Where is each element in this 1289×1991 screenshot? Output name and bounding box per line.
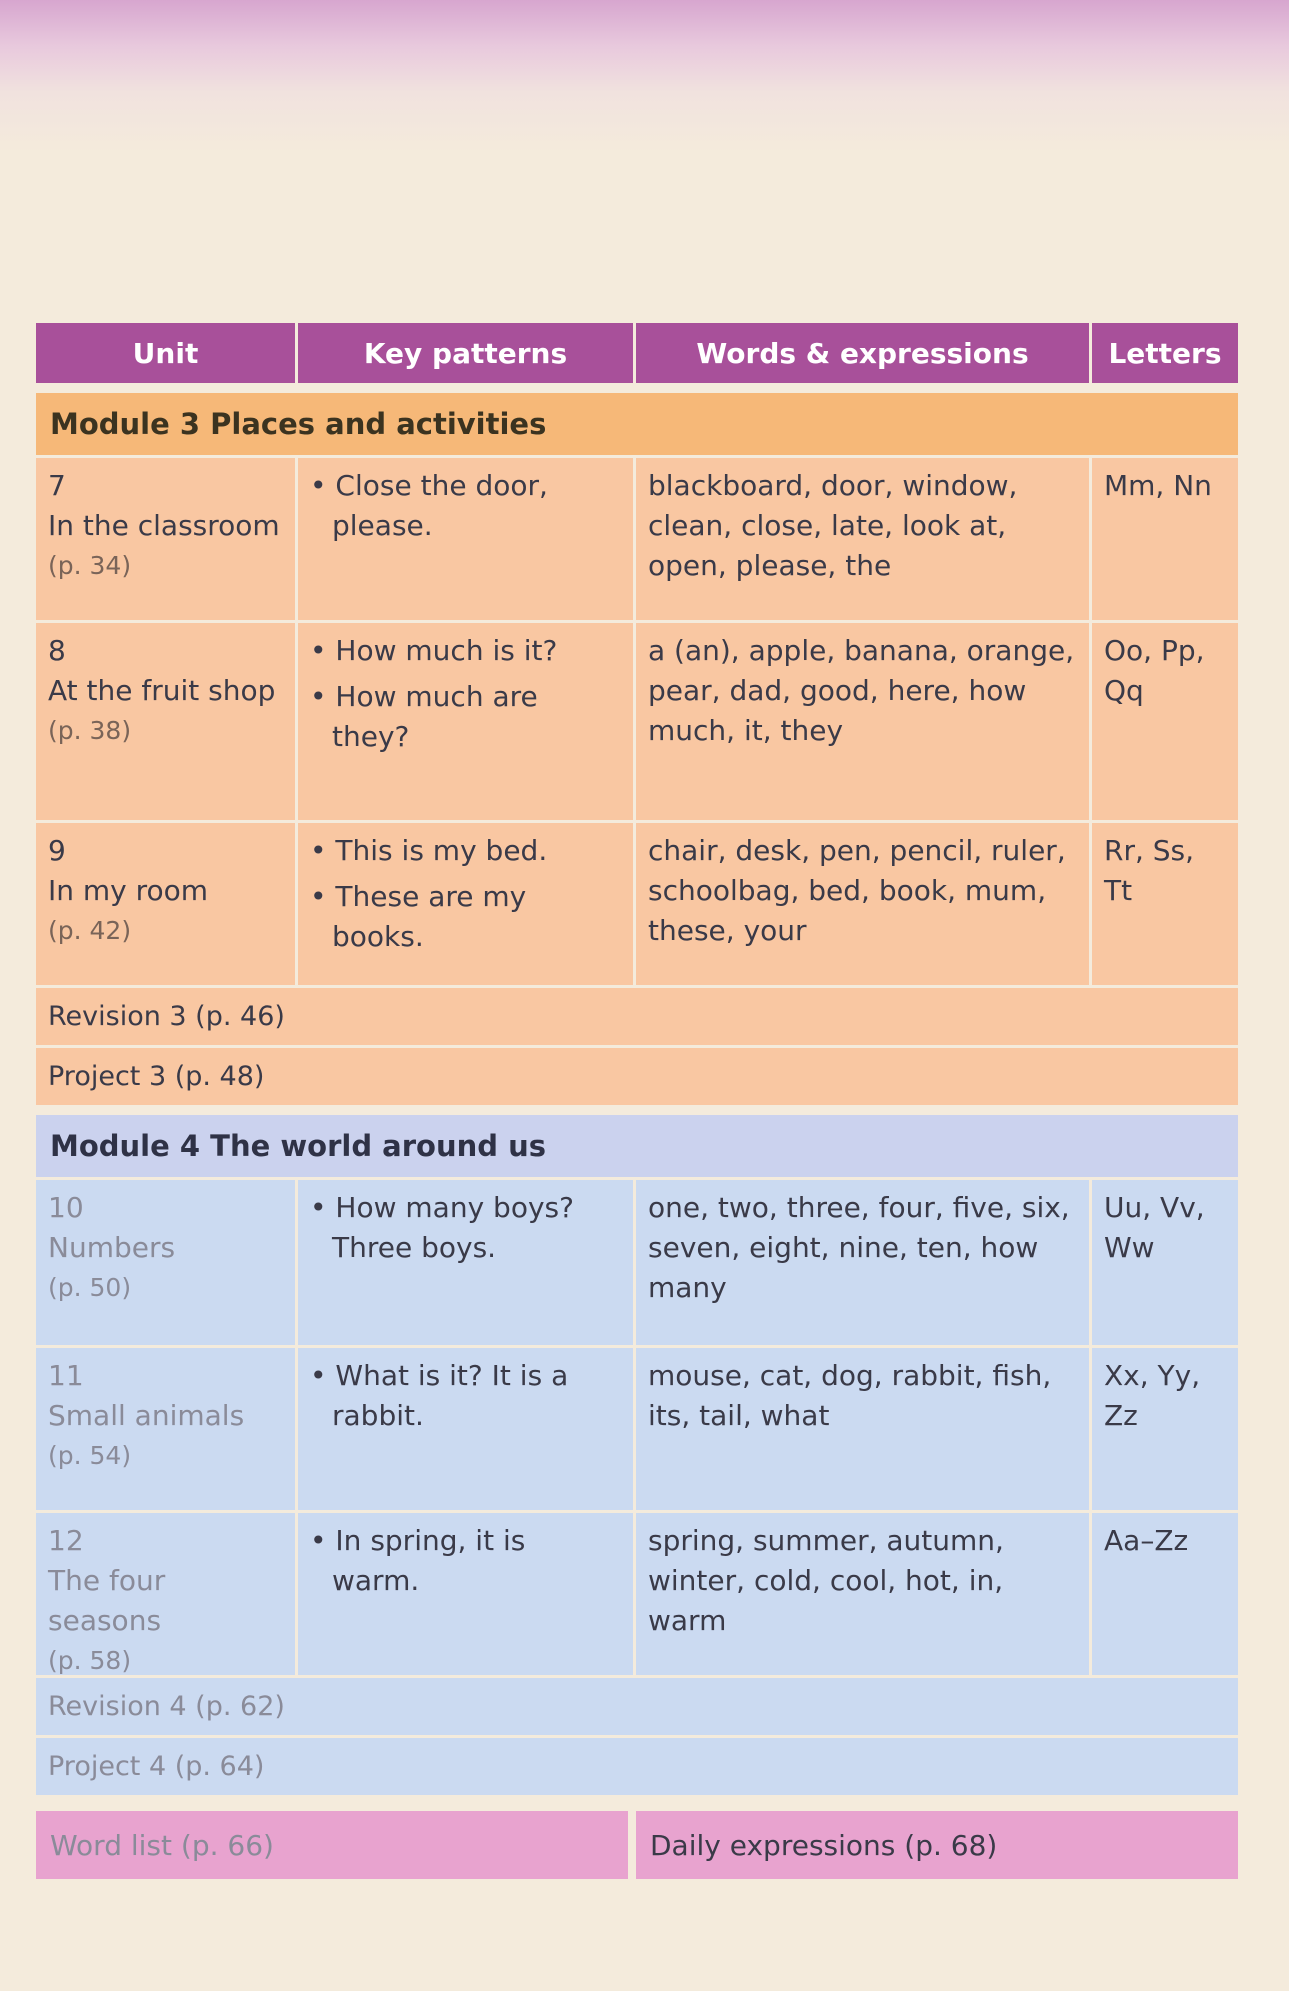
unit-7-patterns — [298, 455, 636, 620]
unit-8-letters: Oo, Pp, Qq — [1092, 620, 1238, 820]
key-pattern: • What is it? It is a rabbit. — [310, 1359, 569, 1432]
project-3-link[interactable]: Project 3 (p. 48) — [36, 1045, 1238, 1105]
unit-name: In my room — [48, 874, 209, 907]
unit-10-words: one, two, three, four, five, six, seven, eight, nine, ten, how many — [636, 1177, 1092, 1345]
key-pattern: • This is my bed. — [310, 834, 548, 867]
unit-11-patterns — [298, 1345, 636, 1510]
unit-11-words: mouse, cat, dog, rabbit, fish, its, tail, what — [636, 1345, 1092, 1510]
unit-name: Small animals — [48, 1399, 245, 1432]
header-words-expressions: Words & expressions — [636, 323, 1092, 383]
key-pattern: • How much are they? — [310, 680, 538, 753]
unit-8-words: a (an), apple, banana, orange, pear, dad, good, here, how much, it, they — [636, 620, 1092, 820]
unit-12-words: spring, summer, autumn, winter, cold, cool, hot, in, warm — [636, 1510, 1092, 1675]
key-pattern: • How many boys? Three boys. — [310, 1191, 574, 1264]
table-of-contents — [36, 323, 1238, 1879]
module-3-title: Module 3 Places and activities — [36, 393, 1238, 455]
unit-10-patterns — [298, 1177, 636, 1345]
unit-9-words: chair, desk, pen, pencil, ruler, schoolbag, bed, book, mum, these, your — [636, 820, 1092, 985]
footer-links — [36, 1811, 1238, 1879]
unit-page: (p. 50) — [48, 1273, 132, 1302]
unit-12-cell[interactable] — [36, 1510, 298, 1675]
unit-12-patterns — [298, 1510, 636, 1675]
unit-number: 11 — [48, 1359, 84, 1392]
unit-page: (p. 58) — [48, 1646, 132, 1675]
unit-11-letters: Xx, Yy, Zz — [1092, 1345, 1238, 1510]
unit-name: At the fruit shop — [48, 674, 276, 707]
unit-9-letters: Rr, Ss, Tt — [1092, 820, 1238, 985]
word-list-link[interactable]: Word list (p. 66) — [36, 1811, 628, 1879]
unit-8-cell[interactable] — [36, 620, 298, 820]
unit-10-cell[interactable] — [36, 1177, 298, 1345]
top-pink-band — [0, 0, 1289, 330]
unit-page: (p. 34) — [48, 551, 132, 580]
header-letters: Letters — [1092, 323, 1238, 383]
unit-page: (p. 42) — [48, 916, 132, 945]
project-4-link[interactable]: Project 4 (p. 64) — [36, 1735, 1238, 1795]
daily-expressions-link[interactable]: Daily expressions (p. 68) — [636, 1811, 1238, 1879]
unit-number: 7 — [48, 469, 66, 502]
module-4-title: Module 4 The world around us — [36, 1115, 1238, 1177]
key-pattern: • Close the door, please. — [310, 469, 548, 542]
header-unit: Unit — [36, 323, 298, 383]
unit-9-cell[interactable] — [36, 820, 298, 985]
unit-12-letters: Aa–Zz — [1092, 1510, 1238, 1675]
module-3-units — [36, 455, 1238, 985]
table-header — [36, 323, 1238, 383]
unit-number: 12 — [48, 1524, 84, 1557]
unit-8-patterns — [298, 620, 636, 820]
unit-7-cell[interactable] — [36, 455, 298, 620]
unit-7-letters: Mm, Nn — [1092, 455, 1238, 620]
module-4-units — [36, 1177, 1238, 1675]
unit-name: Numbers — [48, 1231, 176, 1264]
header-key-patterns: Key patterns — [298, 323, 636, 383]
unit-11-cell[interactable] — [36, 1345, 298, 1510]
revision-3-link[interactable]: Revision 3 (p. 46) — [36, 985, 1238, 1045]
key-pattern: • These are my books. — [310, 880, 527, 953]
unit-10-letters: Uu, Vv, Ww — [1092, 1177, 1238, 1345]
unit-number: 10 — [48, 1191, 84, 1224]
unit-page: (p. 38) — [48, 716, 132, 745]
revision-4-link[interactable]: Revision 4 (p. 62) — [36, 1675, 1238, 1735]
unit-name: In the classroom — [48, 509, 280, 542]
unit-9-patterns — [298, 820, 636, 985]
key-pattern: • In spring, it is warm. — [310, 1524, 526, 1597]
unit-7-words: blackboard, door, window, clean, close, late, look at, open, please, the — [636, 455, 1092, 620]
unit-number: 8 — [48, 634, 66, 667]
unit-number: 9 — [48, 834, 66, 867]
key-pattern: • How much is it? — [310, 634, 558, 667]
unit-page: (p. 54) — [48, 1441, 132, 1470]
unit-name: The four seasons — [48, 1564, 166, 1637]
